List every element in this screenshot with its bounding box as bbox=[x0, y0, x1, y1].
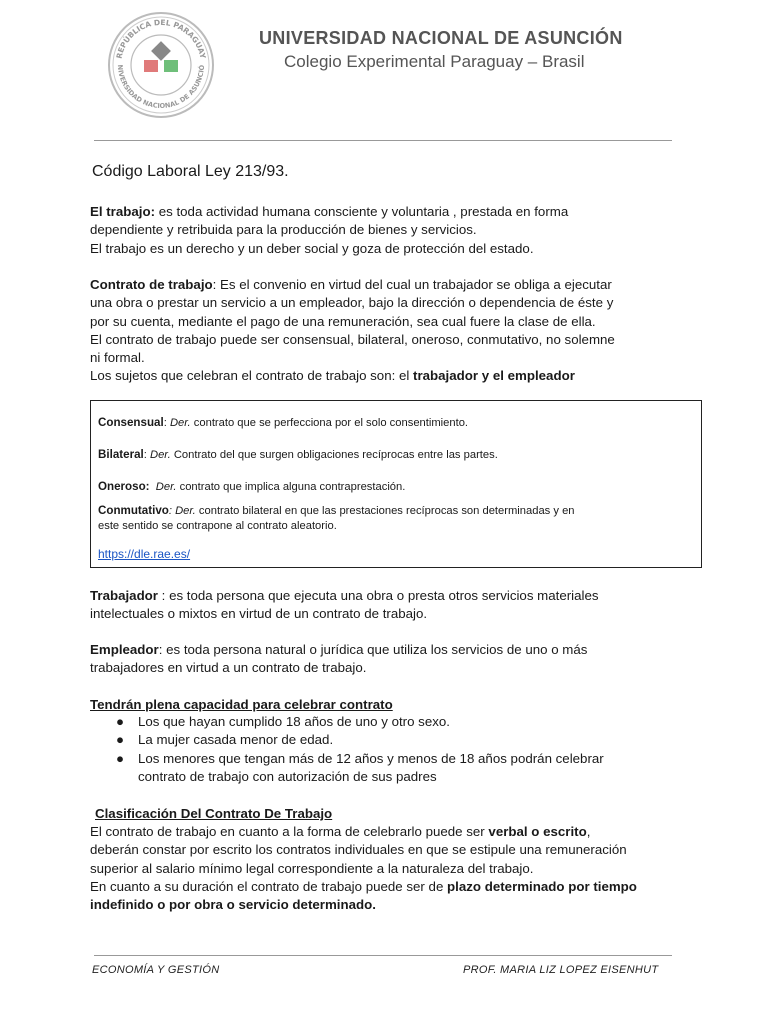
seal-text-bottom: NIVERSIDAD NACIONAL DE ASUNCIÓ bbox=[115, 64, 207, 111]
list-item-continuation bbox=[114, 768, 674, 786]
contrato-line: una obra o prestar un servicio a un empleador, bajo la dirección o dependencia de éste y bbox=[90, 295, 614, 311]
university-name: UNIVERSIDAD NACIONAL DE ASUNCIÓN bbox=[259, 28, 623, 48]
rae-link[interactable]: https://dle.rae.es/ bbox=[98, 547, 191, 561]
seal-text-top: REPÚBLICA DEL PARAGUAY bbox=[114, 17, 208, 60]
def-label: Conmutativo bbox=[98, 504, 169, 517]
college-name: Colegio Experimental Paraguay – Brasil bbox=[284, 52, 585, 71]
def-der: Der. bbox=[169, 417, 191, 429]
trabajador-line: intelectuales o mixtos en virtud de un contrato de trabajo. bbox=[90, 606, 428, 622]
contrato-sujetos: trabajador y el empleador bbox=[413, 368, 575, 384]
def-label: Oneroso: bbox=[98, 480, 150, 493]
rae-link-row bbox=[98, 547, 688, 562]
trabajo-label: El trabajo: bbox=[90, 204, 156, 219]
clasificacion-duracion: indefinido o por obra o servicio determinado. bbox=[90, 897, 376, 913]
trabajo-paragraph bbox=[90, 203, 680, 258]
def-label: Bilateral bbox=[98, 448, 144, 461]
clasificacion-line: En cuanto a su duración el contrato de trabajo puede ser de bbox=[90, 878, 448, 894]
capacidad-heading: Tendrán plena capacidad para celebrar contrato bbox=[90, 697, 393, 712]
contrato-paragraph bbox=[90, 276, 680, 386]
def-conmutativo bbox=[98, 503, 688, 534]
def-der: Der. bbox=[155, 481, 177, 493]
clasificacion-paragraph bbox=[90, 823, 674, 914]
clasificacion-duracion: plazo determinado por tiempo bbox=[447, 878, 637, 894]
list-item-text: Los que hayan cumplido 18 años de uno y otro sexo. bbox=[138, 714, 450, 729]
def-der: : Der. bbox=[168, 505, 196, 517]
def-label: Consensual bbox=[98, 416, 164, 429]
footer-divider bbox=[94, 955, 672, 956]
capacidad-list bbox=[114, 713, 674, 786]
def-text: contrato que implica alguna contraprestación. bbox=[176, 481, 406, 493]
empleador-label: Empleador bbox=[90, 642, 159, 657]
list-item-text: Los menores que tengan más de 12 años y menos de 18 años podrán celebrar bbox=[138, 750, 604, 766]
clasificacion-line: , bbox=[586, 824, 591, 839]
trabajador-line: : es toda persona que ejecuta una obra o presta otros servicios materiales bbox=[157, 588, 599, 603]
def-text: Contrato del que surgen obligaciones recíprocas entre las partes. bbox=[170, 449, 498, 461]
list-item-text: contrato de trabajo con autorización de sus padres bbox=[138, 768, 437, 784]
empleador-line: trabajadores en virtud a un contrato de trabajo. bbox=[90, 660, 367, 676]
list-item: ● Los que hayan cumplido 18 años de uno y otro sexo. bbox=[116, 714, 450, 729]
clasificacion-line: El contrato de trabajo en cuanto a la forma de celebrarlo puede ser bbox=[90, 824, 489, 839]
contrato-line: El contrato de trabajo puede ser consensual, bilateral, oneroso, conmutativo, no solemne bbox=[90, 331, 615, 347]
def-der: Der. bbox=[149, 449, 171, 461]
university-seal bbox=[106, 10, 216, 120]
clasificacion-forma: verbal o escrito bbox=[488, 824, 587, 839]
definitions-box bbox=[90, 400, 702, 568]
footer-teacher: PROF. MARIA LIZ LOPEZ EISENHUT bbox=[463, 964, 659, 976]
list-item: ● La mujer casada menor de edad. bbox=[116, 732, 334, 748]
def-bilateral: Bilateral: Der. Contrato del que surgen obligaciones recíprocas entre las partes. bbox=[98, 448, 498, 461]
def-oneroso bbox=[98, 479, 688, 495]
def-text: este sentido se contrapone al contrato aleatorio. bbox=[98, 520, 337, 532]
list-item: ● Los menores que tengan más de 12 años y menos de 18 años podrán celebrar bbox=[116, 750, 604, 766]
contrato-line: ni formal. bbox=[90, 350, 145, 366]
trabajador-paragraph bbox=[90, 587, 680, 624]
trabajador-label: Trabajador bbox=[90, 588, 158, 603]
clasificacion-line: deberán constar por escrito los contratos individuales en que se estipule una remuneración bbox=[90, 842, 627, 858]
header-divider bbox=[94, 140, 672, 141]
empleador-line: : es toda persona natural o jurídica que utiliza los servicios de uno o más bbox=[158, 642, 588, 657]
list-item-text: La mujer casada menor de edad. bbox=[138, 732, 334, 748]
document-title: Código Laboral Ley 213/93. bbox=[92, 163, 289, 180]
contrato-line: Los sujetos que celebran el contrato de trabajo son: el bbox=[90, 368, 414, 384]
clasificacion-heading: Clasificación Del Contrato De Trabajo bbox=[95, 806, 333, 821]
footer-subject: ECONOMÍA Y GESTIÓN bbox=[92, 964, 220, 976]
def-text: contrato bilateral en que las prestaciones recíprocas son determinadas y en bbox=[195, 505, 575, 517]
def-consensual: Consensual: Der. contrato que se perfecciona por el solo consentimiento. bbox=[98, 416, 469, 429]
trabajo-line: es toda actividad humana consciente y voluntaria , prestada en forma bbox=[155, 204, 569, 219]
clasificacion-line: superior al salario mínimo legal correspondiente a la naturaleza del trabajo. bbox=[90, 860, 534, 876]
trabajo-line: dependiente y retribuida para la producción de bienes y servicios. bbox=[90, 222, 477, 238]
trabajo-line: El trabajo es un derecho y un deber social y goza de protección del estado. bbox=[90, 240, 534, 256]
contrato-line: por su cuenta, mediante el pago de una remuneración, sea cual fuere la clase de ella. bbox=[90, 313, 596, 329]
empleador-paragraph bbox=[90, 641, 680, 678]
def-text: contrato que se perfecciona por el solo consentimiento. bbox=[190, 417, 469, 429]
contrato-line: : Es el convenio en virtud del cual un trabajador se obliga a ejecutar bbox=[212, 277, 612, 292]
contrato-label: Contrato de trabajo bbox=[90, 277, 213, 292]
